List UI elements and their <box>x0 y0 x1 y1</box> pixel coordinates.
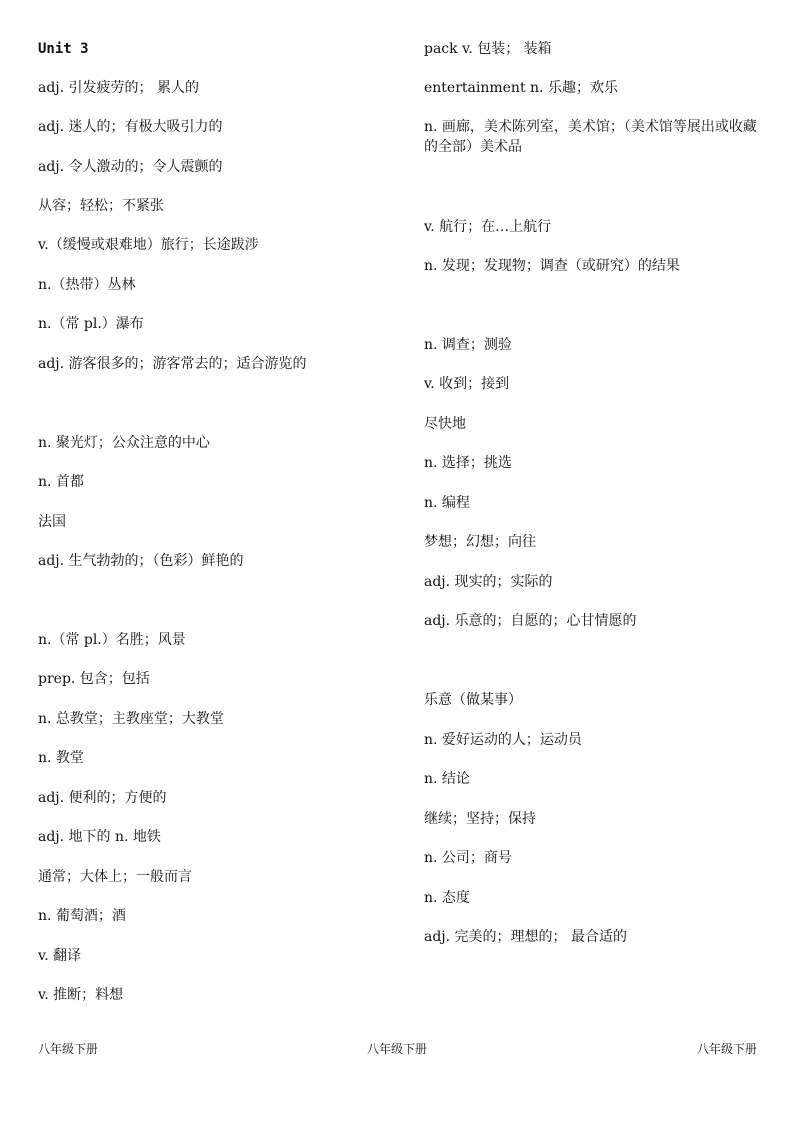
left-entry: prep. 包含；包括 <box>38 671 150 687</box>
left-entry: adj. 生气勃勃的；（色彩）鲜艳的 <box>38 553 244 569</box>
left-entry: adj. 地下的 n. 地铁 <box>38 829 161 845</box>
right-entry: v. 收到；接到 <box>424 376 510 392</box>
footer-label-center: 八年级下册 <box>367 1042 428 1056</box>
right-entry: 继续；坚持；保持 <box>424 811 536 827</box>
right-entry: 乐意（做某事） <box>424 692 522 708</box>
right-entry: 尽快地 <box>424 416 466 432</box>
left-entry: adj. 便利的；方便的 <box>38 790 167 806</box>
footer-label-right: 八年级下册 <box>697 1042 758 1056</box>
right-entry: n. 爱好运动的人；运动员 <box>424 732 582 748</box>
left-entry: n. 首都 <box>38 474 84 490</box>
right-entry: 梦想；幻想；向往 <box>424 534 536 550</box>
right-entry: v. 航行；在…上航行 <box>424 219 552 235</box>
right-entry: n. 调查；测验 <box>424 337 512 353</box>
right-entry: n. 编程 <box>424 495 470 511</box>
right-entry: adj. 乐意的；自愿的；心甘情愿的 <box>424 613 637 629</box>
left-entry: 通常；大体上；一般而言 <box>38 869 192 885</box>
left-entry: 法国 <box>38 514 66 530</box>
right-entry: n. 态度 <box>424 890 470 906</box>
right-entry: n. 结论 <box>424 771 470 787</box>
left-entry: adj. 迷人的；有极大吸引力的 <box>38 119 223 135</box>
left-entry: n. 总教堂；主教座堂；大教堂 <box>38 711 224 727</box>
left-entry: n. 聚光灯；公众注意的中心 <box>38 435 210 451</box>
right-entry: entertainment n. 乐趣；欢乐 <box>424 80 618 96</box>
right-entry: adj. 现实的；实际的 <box>424 574 553 590</box>
unit-title: Unit 3 <box>38 41 89 57</box>
right-entry: n. 画廊，美术陈列室，美术馆；（美术馆等展出或收藏的全部）美术品 <box>424 119 757 155</box>
left-entry: adj. 令人激动的；令人震颤的 <box>38 159 223 175</box>
left-entry: n. 葡萄酒；酒 <box>38 908 126 924</box>
left-entry: v. 翻译 <box>38 948 82 964</box>
left-entry: 从容；轻松；不紧张 <box>38 198 164 214</box>
right-entry: n. 选择；挑选 <box>424 455 512 471</box>
left-entry: n.（常 pl.）名胜；风景 <box>38 632 186 648</box>
right-entry: adj. 完美的；理想的； 最合适的 <box>424 929 627 945</box>
left-entry: n. 教堂 <box>38 750 84 766</box>
left-entry: adj. 引发疲劳的； 累人的 <box>38 80 199 96</box>
left-entry: n.（常 pl.）瀑布 <box>38 316 144 332</box>
left-entry: v. 推断；料想 <box>38 987 124 1003</box>
right-entry: n. 发现；发现物；调查（或研究）的结果 <box>424 258 680 274</box>
left-entry: adj. 游客很多的；游客常去的；适合游览的 <box>38 356 307 372</box>
left-entry: n.（热带）丛林 <box>38 277 136 293</box>
footer-label-left: 八年级下册 <box>38 1042 99 1056</box>
right-entry: pack v. 包装； 装箱 <box>424 41 552 57</box>
right-entry: n. 公司；商号 <box>424 850 512 866</box>
left-entry: v.（缓慢或艰难地）旅行；长途跋涉 <box>38 237 259 253</box>
